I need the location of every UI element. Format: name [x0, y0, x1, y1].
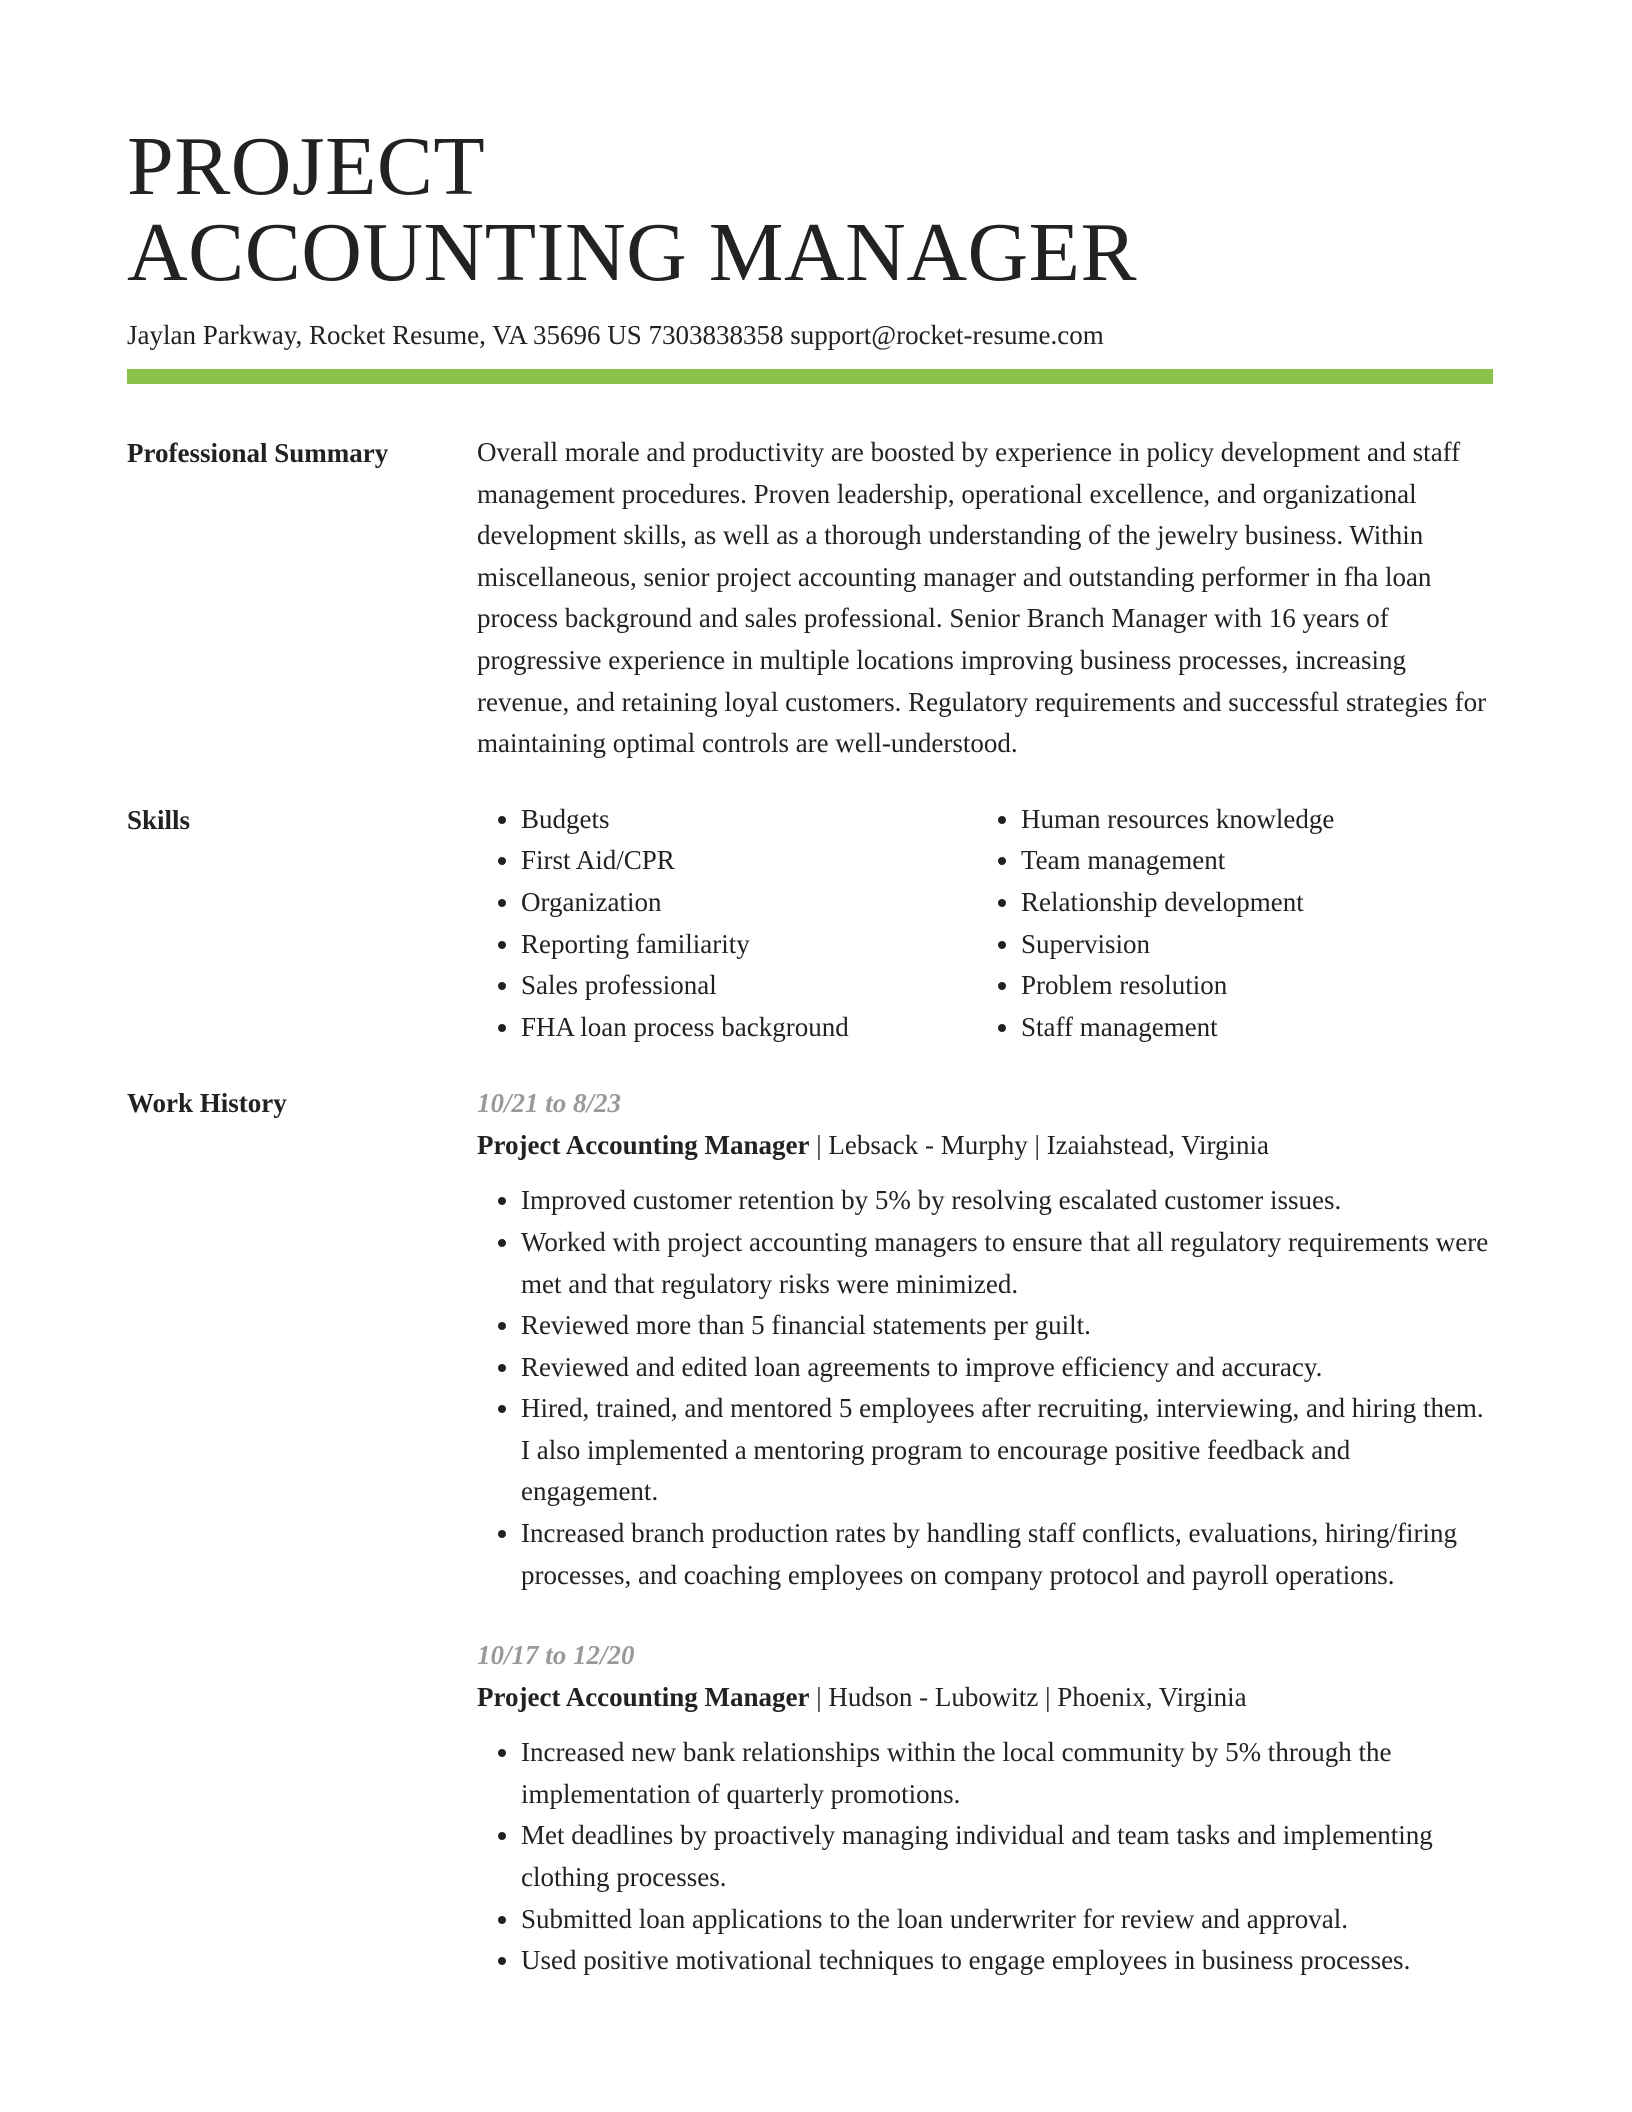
skill-item: • Staff management	[1021, 1007, 1481, 1049]
job-employer-location: | Lebsack - Murphy | Izaiahstead, Virginia	[809, 1130, 1269, 1161]
skill-item: • Sales professional	[521, 965, 977, 1007]
summary-body	[477, 432, 1493, 765]
contact-info: Jaylan Parkway, Rocket Resume, VA 35696 US 7303838358 support@rocket-resume.com	[127, 320, 1104, 350]
resume-page	[127, 0, 1493, 1982]
accent-divider	[127, 369, 1493, 384]
work-history-section	[127, 1082, 1493, 1982]
job-bullet: • Met deadlines by proactively managing individual and team tasks and implementing clothing processes.	[521, 1815, 1493, 1898]
title-line-1: PROJECT	[127, 120, 486, 213]
job-dates: 10/21 to 8/23	[477, 1088, 622, 1119]
summary-text: Overall morale and productivity are boosted by experience in policy development and staff management procedures. Proven leadership, operational excellence, and organizational development skills, as well as a thorough understanding of the jewelry business. Within miscellaneous, senior project accounting manager and outstanding performer in fha loan process background and sales professional. Senior Branch Manager with 16 years of progressive experience in multiple locations improving business processes, increasing revenue, and retaining loyal customers. Regulatory requirements and successful strategies for maintaining optimal controls are well-understood.	[477, 437, 1487, 759]
job-bullet: • Submitted loan applications to the loan underwriter for review and approval.	[521, 1899, 1493, 1941]
skill-item: • Reporting familiarity	[521, 924, 977, 966]
job-bullets	[477, 1180, 1493, 1596]
section-heading-work-history: Work History	[127, 1088, 287, 1119]
job-bullet: • Reviewed more than 5 financial statements per guilt.	[521, 1305, 1493, 1347]
skill-item: • First Aid/CPR	[521, 840, 977, 882]
skill-item: • Team management	[1021, 840, 1481, 882]
job-bullet: • Used positive motivational techniques to engage employees in business processes.	[521, 1940, 1493, 1982]
job-bullet: • Worked with project accounting managers to ensure that all regulatory requirements were met and that regulatory risks were minimized.	[521, 1222, 1493, 1305]
skills-body	[477, 799, 1493, 1049]
skill-item: • Supervision	[1021, 924, 1481, 966]
job-bullet: • Reviewed and edited loan agreements to improve efficiency and accuracy.	[521, 1347, 1493, 1389]
job-title: Project Accounting Manager	[477, 1130, 810, 1161]
skills-section	[127, 799, 1493, 1049]
job-employer-location: | Hudson - Lubowitz | Phoenix, Virginia	[809, 1682, 1247, 1713]
skills-column-1	[477, 799, 977, 1049]
skill-item: • Budgets	[521, 799, 977, 841]
job-entry	[477, 1634, 1493, 1982]
section-heading-summary: Professional Summary	[127, 438, 389, 468]
skill-item: • Organization	[521, 882, 977, 924]
job-header	[477, 1676, 1493, 1718]
job-title: Project Accounting Manager	[477, 1682, 810, 1713]
skill-item: • Problem resolution	[1021, 965, 1481, 1007]
job-bullet: • Increased branch production rates by handling staff conflicts, evaluations, hiring/firing processes, and coaching employees on company protocol and payroll operations.	[521, 1513, 1493, 1596]
job-bullet: • Hired, trained, and mentored 5 employees after recruiting, interviewing, and hiring them. I also implemented a mentoring program to encourage positive feedback and engagement.	[521, 1388, 1493, 1513]
job-bullet: • Increased new bank relationships within the local community by 5% through the implementation of quarterly promotions.	[521, 1732, 1493, 1815]
resume-title	[127, 0, 1493, 299]
skills-column-2	[977, 799, 1481, 1049]
job-dates: 10/17 to 12/20	[477, 1640, 635, 1671]
professional-summary-section	[127, 432, 1493, 765]
skill-item: • FHA loan process background	[521, 1007, 977, 1049]
job-bullet: • Improved customer retention by 5% by resolving escalated customer issues.	[521, 1180, 1493, 1222]
job-bullets	[477, 1732, 1493, 1982]
skill-item: • Relationship development	[1021, 882, 1481, 924]
job-entry	[477, 1082, 1493, 1596]
section-heading-skills: Skills	[127, 804, 191, 835]
job-header	[477, 1124, 1493, 1166]
skill-item: • Human resources knowledge	[1021, 799, 1481, 841]
work-history-body	[477, 1082, 1493, 1982]
title-line-2: ACCOUNTING MANAGER	[127, 206, 1137, 299]
